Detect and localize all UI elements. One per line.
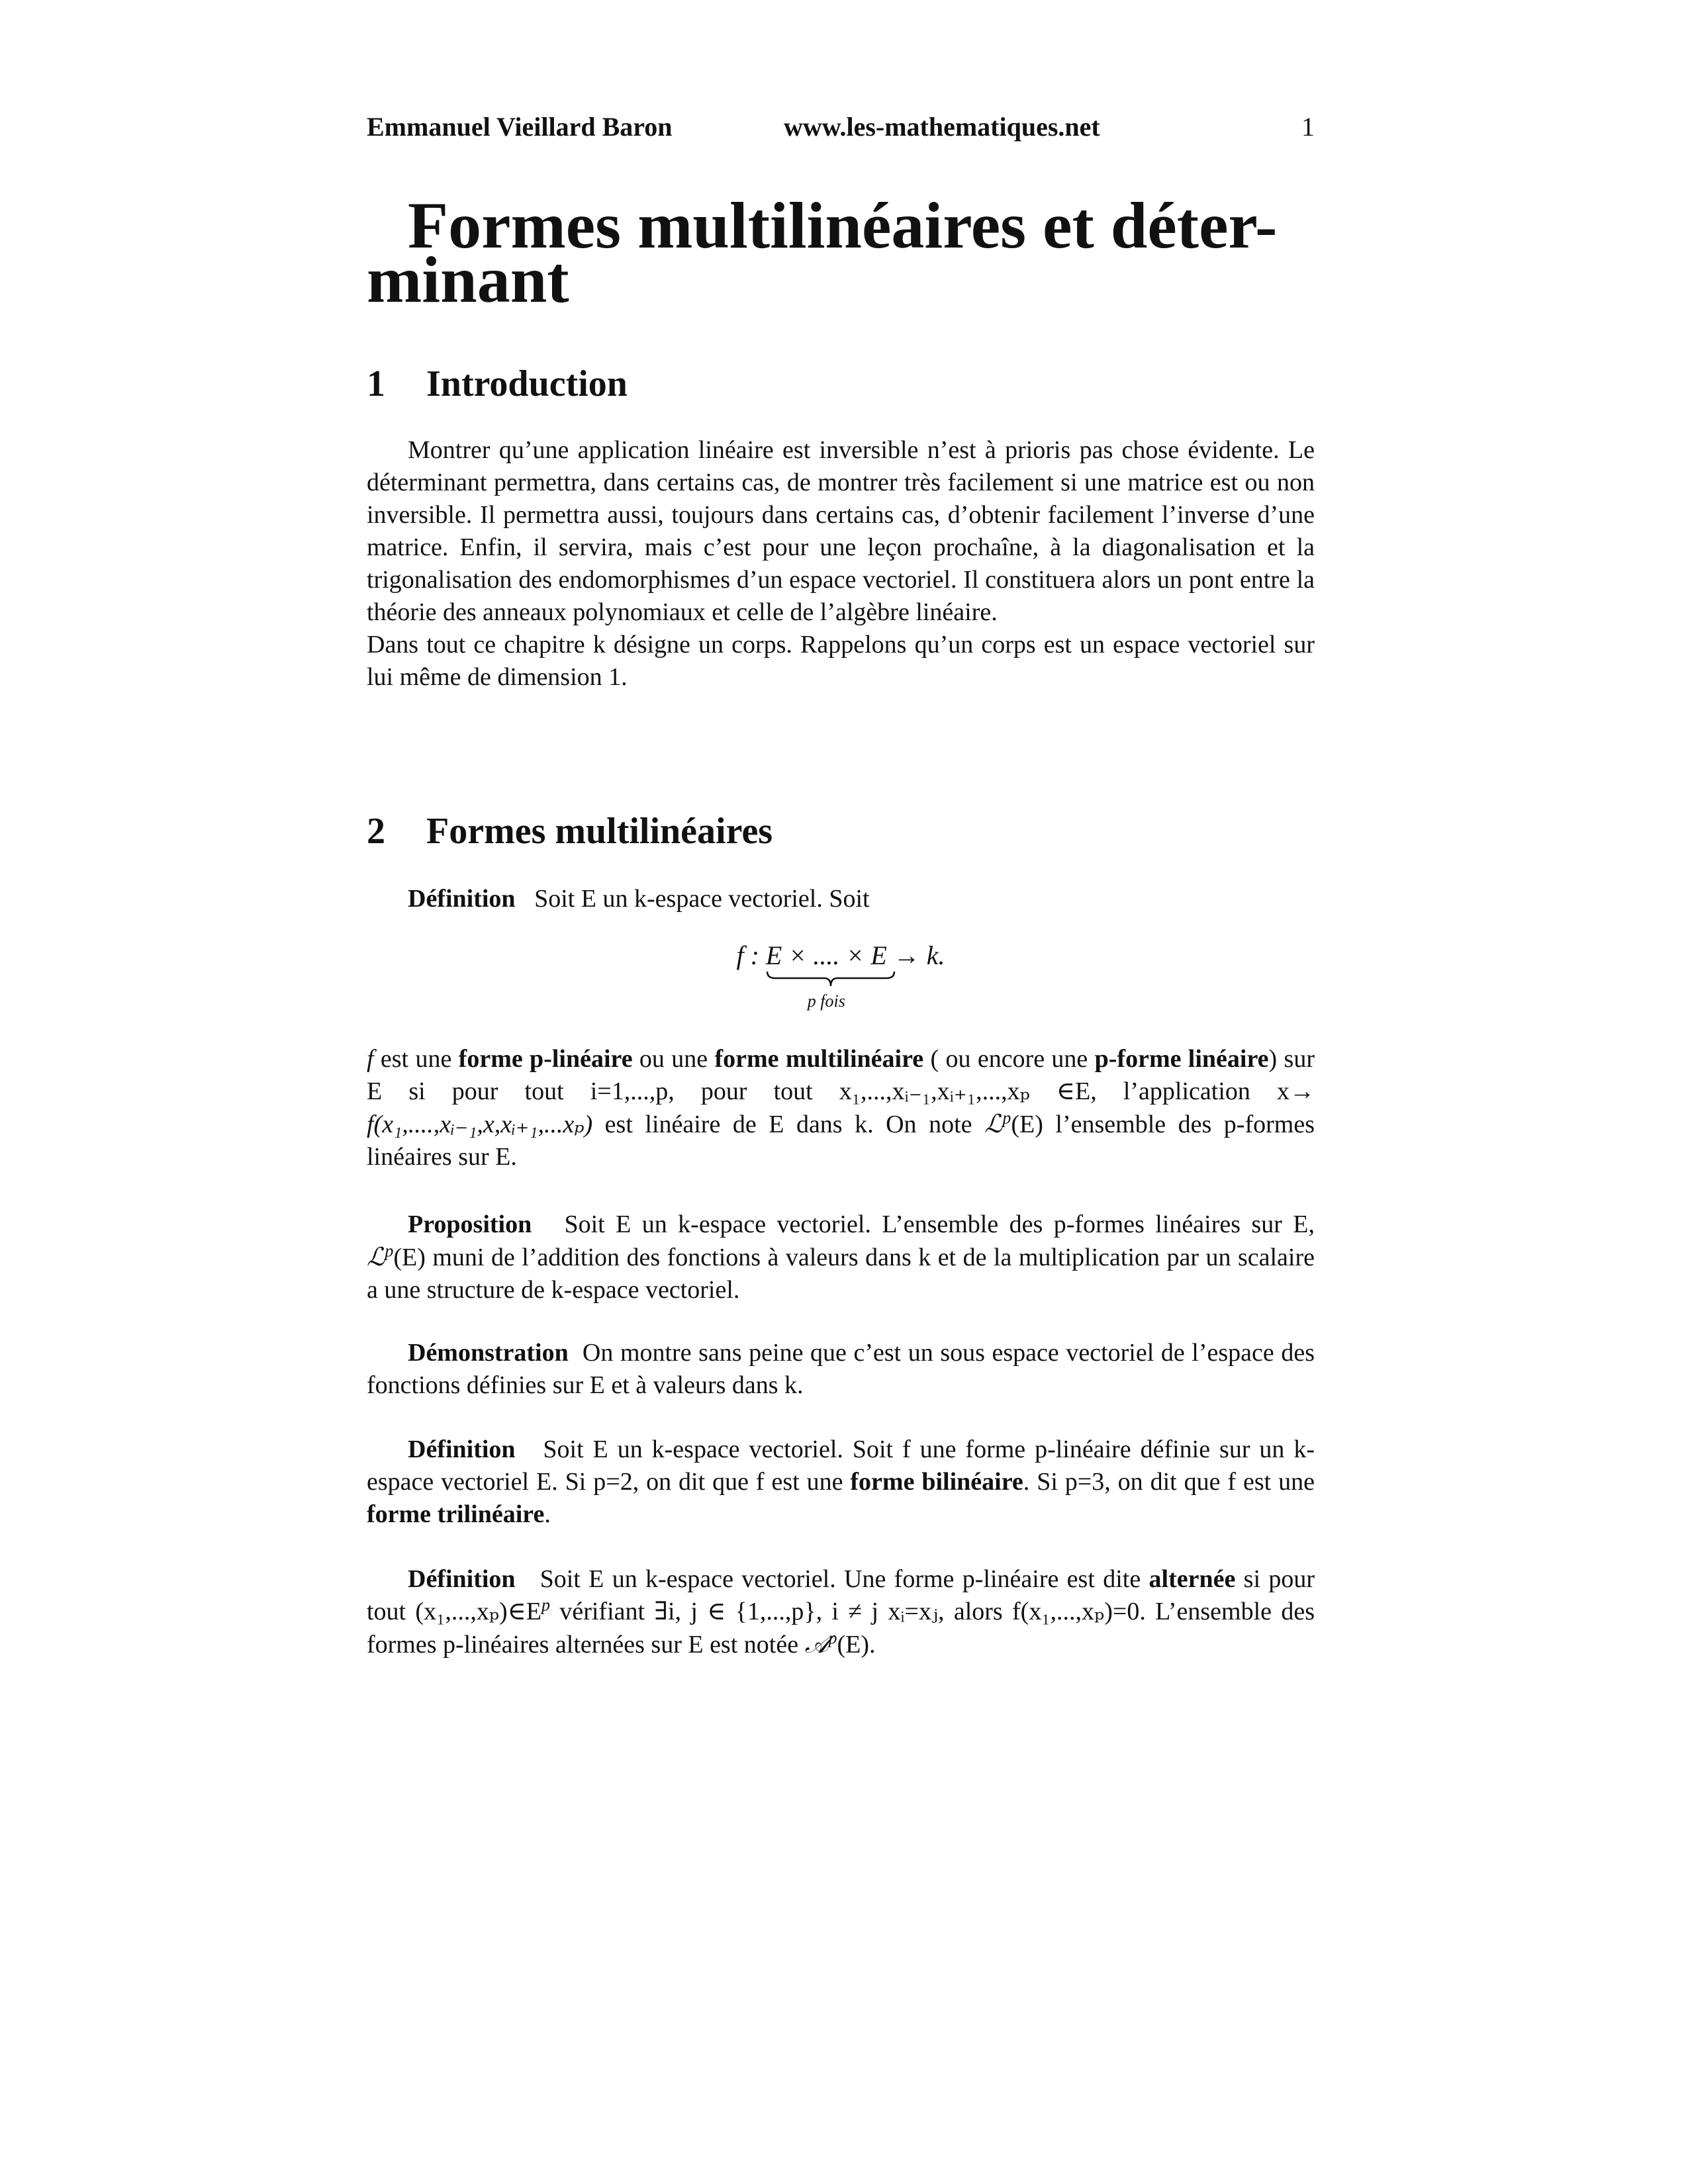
section-title: Formes multilinéaires bbox=[426, 811, 773, 852]
script-L-symbol: ℒ bbox=[984, 1109, 1003, 1138]
definition-text: Soit E un k-espace vectoriel. Soit bbox=[534, 885, 870, 913]
text-run: Soit E un k-espace vectoriel. Soit f une forme p-linéaire définie sur un k-espace vectoriel E. Si p=2, on dit que f est une bbox=[367, 1435, 1315, 1496]
math-expression: f(x₁,....,xᵢ₋₁,x,xᵢ₊₁,...xₚ) bbox=[367, 1111, 593, 1138]
text-run: vérifiant ∃i, j ∈ {1,...,p}, i ≠ j xᵢ=xⱼ, alors f(x₁,...,xₚ)=0. L’ensemble des formes p-linéaires alternées sur E est notée bbox=[367, 1598, 1315, 1659]
bold-term: forme p-linéaire bbox=[458, 1045, 633, 1073]
text-run: ( ou encore une bbox=[923, 1045, 1095, 1073]
formula-underbrace-label: p fois bbox=[807, 991, 845, 1011]
intro-text-2: Dans tout ce chapitre k désigne un corps. Rappelons qu’un corps est un espace vectoriel sur lui même de dimension 1. bbox=[367, 631, 1315, 691]
superscript-p: p bbox=[1002, 1108, 1011, 1128]
underbrace-icon bbox=[766, 969, 896, 989]
definition-1-body bbox=[367, 1043, 1315, 1173]
demonstration bbox=[367, 1337, 1315, 1402]
text-run: (E). bbox=[837, 1631, 876, 1659]
section-number: 2 bbox=[367, 811, 385, 852]
text-run: ou une bbox=[632, 1045, 715, 1073]
script-L-symbol: ℒ bbox=[367, 1242, 385, 1271]
running-header bbox=[367, 111, 1315, 151]
section-heading-formes bbox=[367, 810, 773, 852]
definition-2 bbox=[367, 1433, 1315, 1531]
section-heading-introduction bbox=[367, 363, 628, 405]
definition-label: Définition bbox=[408, 1435, 516, 1463]
definition-1-intro bbox=[367, 883, 1315, 915]
document-title bbox=[367, 189, 1315, 316]
text-run: est une bbox=[373, 1045, 459, 1073]
superscript-p: p bbox=[385, 1241, 394, 1261]
bold-term: forme trilinéaire bbox=[367, 1500, 545, 1528]
section-number: 1 bbox=[367, 363, 385, 404]
text-run: Soit E un k-espace vectoriel. L’ensemble des p-formes linéaires sur E, bbox=[564, 1210, 1315, 1238]
text-run: (E) muni de l’addition des fonctions à valeurs dans k et de la multiplication par un scalaire a une structure de k-espace vectoriel. bbox=[367, 1244, 1315, 1304]
text-run: . bbox=[544, 1500, 551, 1528]
page-number: 1 bbox=[1301, 112, 1315, 142]
proposition bbox=[367, 1208, 1315, 1306]
text-run: (E) l’ensemble des p-formes linéaires sur E. bbox=[367, 1111, 1315, 1171]
bold-term: forme bilinéaire bbox=[850, 1468, 1023, 1496]
superscript-p: p bbox=[828, 1628, 837, 1648]
proposition-label: Proposition bbox=[408, 1210, 532, 1238]
section-title: Introduction bbox=[426, 363, 628, 404]
text-run: si pour tout (x₁,...,xₚ)∈E bbox=[367, 1565, 1315, 1625]
intro-text: Montrer qu’une application linéaire est inversible n’est à prioris pas chose évidente. Le déterminant permettra, dans certains cas, de montrer très facilement si une matrice est ou non inversible. Il permettra aussi, toujours dans certains cas, d’obtenir facilement l’inverse d’une matrice. Enfin, il servira, mais c’est pour une leçon prochaîne, à la diagonalisation et la trigonalisation des endomorphismes d’un espace vectoriel. Il constituera alors un pont entre la théorie des anneaux polynomiaux et celle de l’algèbre linéaire. bbox=[367, 436, 1315, 626]
math-f: f bbox=[367, 1045, 374, 1073]
demonstration-label: Démonstration bbox=[408, 1339, 569, 1367]
text-run: Soit E un k-espace vectoriel. Une forme p-linéaire est dite bbox=[539, 1565, 1149, 1593]
definition-label: Définition bbox=[408, 1565, 516, 1593]
text-run: . Si p=3, on dit que f est une bbox=[1023, 1468, 1315, 1496]
formula-lhs: f : bbox=[736, 940, 766, 970]
bold-term: alternée bbox=[1149, 1565, 1236, 1593]
display-formula bbox=[367, 940, 1315, 1019]
header-website: www.les-mathematiques.net bbox=[784, 112, 1100, 142]
title-line-1: Formes multilinéaires et déter- bbox=[408, 189, 1278, 262]
superscript-p: p bbox=[541, 1595, 551, 1615]
definition-label: Définition bbox=[408, 885, 516, 913]
bold-term: forme multilinéaire bbox=[714, 1045, 924, 1073]
definition-3 bbox=[367, 1563, 1315, 1661]
formula-product: E × .... × E bbox=[765, 940, 887, 970]
bold-term: p-forme linéaire bbox=[1094, 1045, 1269, 1073]
header-author: Emmanuel Vieillard Baron bbox=[367, 112, 673, 142]
title-line-2: minant bbox=[367, 243, 569, 316]
text-run: est linéaire de E dans k. On note bbox=[592, 1111, 985, 1138]
underbrace-group bbox=[765, 940, 887, 1011]
intro-paragraph bbox=[367, 434, 1315, 694]
text-run: ) sur E si pour tout i=1,...,p, pour tout x₁,...,xᵢ₋₁,xᵢ₊₁,...,xₚ ∈E, l’application x→ bbox=[367, 1045, 1315, 1105]
text-run: On montre sans peine que c’est un sous espace vectoriel de l’espace des fonctions définies sur E et à valeurs dans k. bbox=[367, 1339, 1315, 1399]
formula-rhs: → k. bbox=[886, 940, 945, 970]
script-A-symbol: 𝒜 bbox=[804, 1629, 829, 1659]
